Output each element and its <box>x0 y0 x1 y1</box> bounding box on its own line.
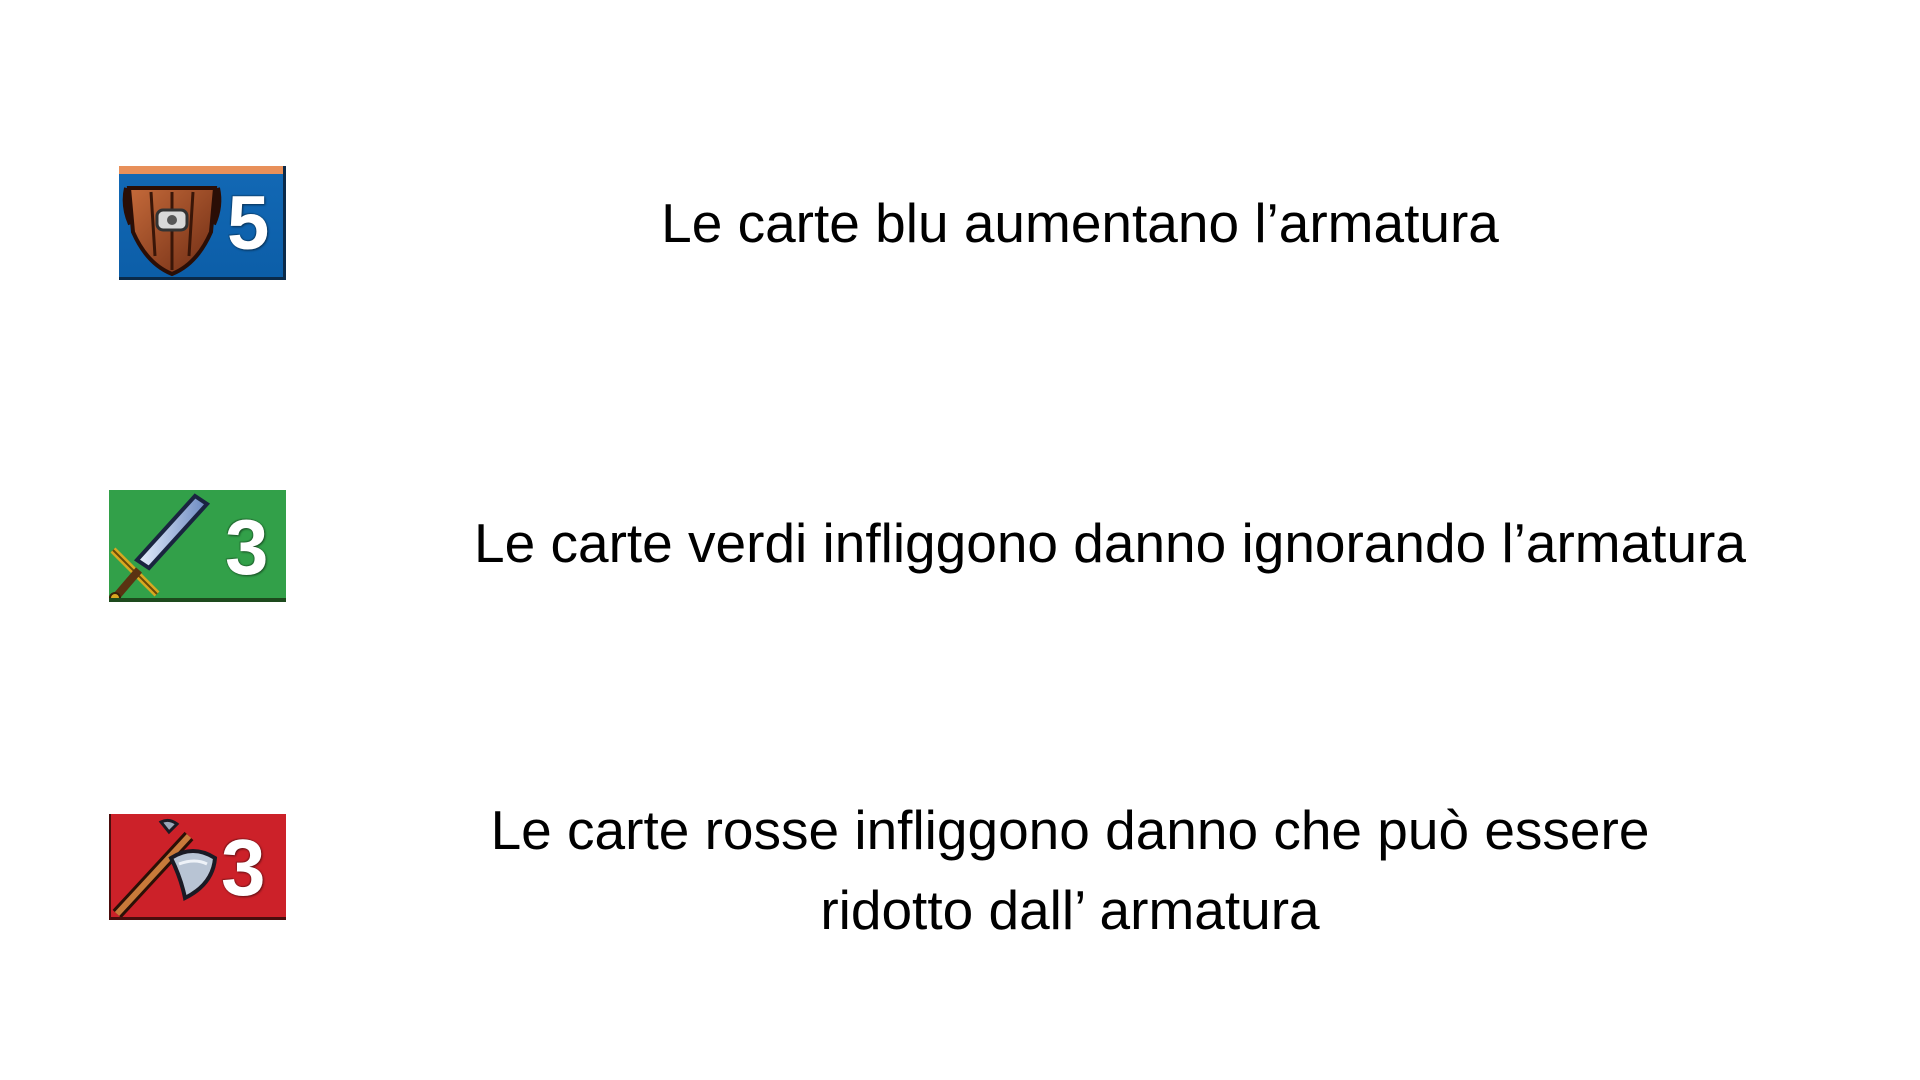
rule-text-red <box>420 790 1720 950</box>
blue-card-badge <box>119 166 286 280</box>
axe-icon <box>111 814 221 920</box>
rule-text-blue <box>600 183 1560 263</box>
rule-text-line: ridotto dall’ armatura <box>820 879 1320 941</box>
shield-icon <box>119 166 229 280</box>
rule-row-red <box>0 790 1920 990</box>
rule-text-line: Le carte blu aumentano l’armatura <box>661 192 1499 254</box>
armor-value: 5 <box>227 181 270 266</box>
red-card-badge <box>109 814 286 920</box>
sword-icon <box>109 490 219 602</box>
rule-text-green <box>400 503 1820 583</box>
damage-value-red: 3 <box>221 823 266 912</box>
rule-text-line: Le carte verdi infliggono danno ignorando l’armatura <box>474 512 1746 574</box>
rule-row-blue <box>0 160 1920 280</box>
rule-text-line: Le carte rosse infliggono danno che può essere <box>490 799 1650 861</box>
green-card-badge <box>109 490 286 602</box>
damage-value-green: 3 <box>225 503 269 591</box>
rule-row-green <box>0 488 1920 608</box>
